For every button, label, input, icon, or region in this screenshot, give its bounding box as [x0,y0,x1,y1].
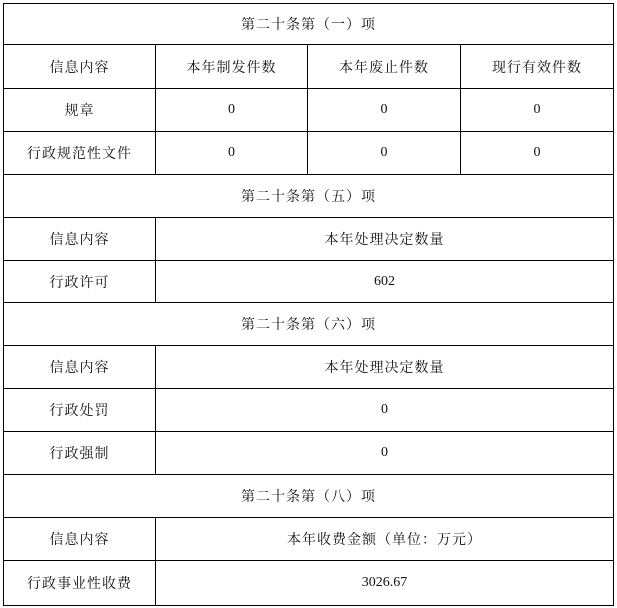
fee-value: 3026.67 [156,561,614,606]
section-title-row [4,4,614,45]
table-row [4,561,614,606]
section-title-row [4,175,614,218]
header-info-content: 信息内容 [4,218,156,261]
table-row [4,132,614,175]
table-row [4,432,614,475]
section-title-row [4,475,614,518]
valid-value: 0 [461,132,614,175]
decision-value: 0 [156,389,614,432]
valid-value: 0 [461,89,614,132]
header-row [4,346,614,389]
section-title-row [4,303,614,346]
section-title: 第二十条第（一）项 [4,4,614,45]
header-row [4,218,614,261]
header-fee-amount: 本年收费金额（单位：万元） [156,518,614,561]
repealed-value: 0 [308,132,461,175]
row-label: 规章 [4,89,156,132]
decision-value: 602 [156,261,614,303]
header-info-content: 信息内容 [4,45,156,89]
section-title: 第二十条第（五）项 [4,175,614,218]
section-title: 第二十条第（八）项 [4,475,614,518]
table-row [4,261,614,303]
issued-value: 0 [156,132,308,175]
row-label: 行政事业性收费 [4,561,156,606]
decision-value: 0 [156,432,614,475]
row-label: 行政处罚 [4,389,156,432]
header-repealed-count: 本年废止件数 [308,45,461,89]
issued-value: 0 [156,89,308,132]
header-info-content: 信息内容 [4,346,156,389]
header-decision-count: 本年处理决定数量 [156,218,614,261]
table-row [4,389,614,432]
disclosure-table [3,3,614,606]
table-row [4,89,614,132]
row-label: 行政规范性文件 [4,132,156,175]
header-valid-count: 现行有效件数 [461,45,614,89]
section-title: 第二十条第（六）项 [4,303,614,346]
repealed-value: 0 [308,89,461,132]
header-row [4,45,614,89]
header-info-content: 信息内容 [4,518,156,561]
header-issued-count: 本年制发件数 [156,45,308,89]
header-row [4,518,614,561]
header-decision-count: 本年处理决定数量 [156,346,614,389]
row-label: 行政强制 [4,432,156,475]
row-label: 行政许可 [4,261,156,303]
